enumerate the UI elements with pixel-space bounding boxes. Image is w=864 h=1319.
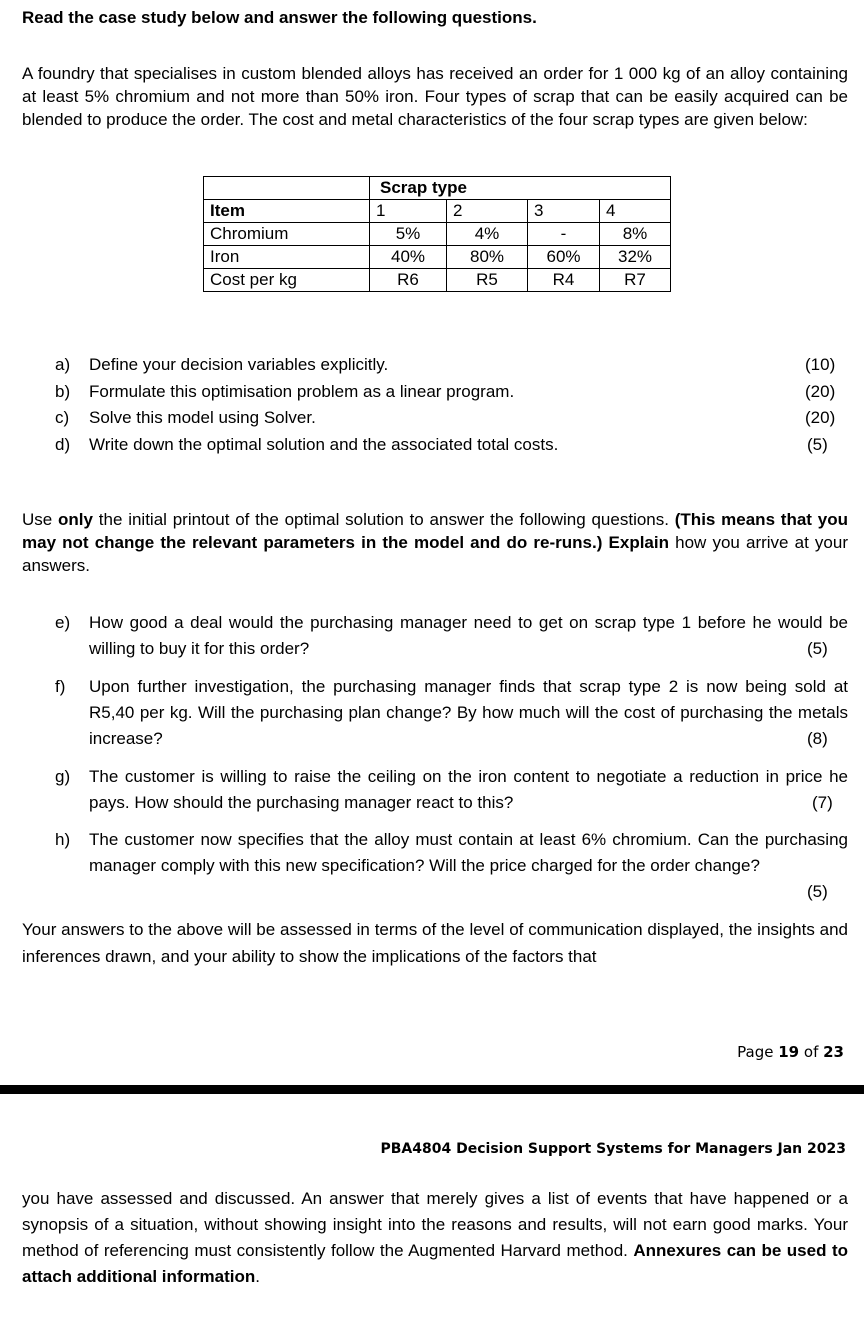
- scrap-type-header: Scrap type: [370, 177, 671, 200]
- question-marks: (5): [807, 882, 828, 901]
- instr-text: how you arrive at your answers.: [22, 533, 848, 575]
- table-row: [204, 200, 671, 223]
- table-cell: 4%: [447, 223, 528, 246]
- question-h: [55, 827, 848, 905]
- table-cell: 40%: [370, 246, 447, 269]
- question-label: g): [55, 767, 71, 786]
- type-header: 3: [528, 200, 600, 223]
- continuation-bold: Annexures can be used to attach additional information: [22, 1241, 848, 1286]
- table-cell: 8%: [600, 223, 671, 246]
- table-blank-cell: [204, 177, 370, 200]
- table-cell: R4: [528, 269, 600, 292]
- table-cell: 5%: [370, 223, 447, 246]
- question-marks: (20): [805, 408, 836, 427]
- heading: Read the case study below and answer the following questions.: [22, 8, 537, 27]
- question-text: The customer now specifies that the alloy must contain at least 6% chromium. Can the purchasing manager comply with this new specification? Will the price charged for the order change?: [89, 830, 848, 875]
- item-header: Item: [204, 200, 370, 223]
- table-cell: 80%: [447, 246, 528, 269]
- row-label: Cost per kg: [204, 269, 370, 292]
- row-label: Chromium: [204, 223, 370, 246]
- table-cell: 32%: [600, 246, 671, 269]
- page-of: of: [799, 1043, 824, 1061]
- page-prefix: Page: [737, 1043, 779, 1061]
- page-current: 19: [778, 1043, 800, 1061]
- instr-bold: Explain: [608, 533, 669, 552]
- question-text: Define your decision variables explicitly.: [89, 355, 389, 374]
- instr-text: Use: [22, 510, 59, 529]
- table-cell: R5: [447, 269, 528, 292]
- question-text: Solve this model using Solver.: [89, 408, 316, 427]
- continuation-body: you have assessed and discussed. An answer that merely gives a list of events that have happened or a synopsis of a situation, without showing insight into the reasons and results, will not earn good marks. Your method of referencing must consistently follow the Augmented Harvard method.: [22, 1189, 848, 1260]
- type-header: 1: [370, 200, 447, 223]
- table-cell: R7: [600, 269, 671, 292]
- table-header-row: [204, 177, 671, 200]
- question-label: e): [55, 613, 71, 632]
- page-break-divider: [0, 1085, 864, 1094]
- question-text: Upon further investigation, the purchasing manager finds that scrap type 2 is now being sold at R5,40 per kg. Will the purchasing plan change? By how much will the cost of purchasing the metals increase?: [89, 677, 848, 748]
- continuation-end: .: [255, 1267, 261, 1286]
- question-g: [55, 764, 848, 816]
- question-label: a): [55, 355, 71, 374]
- question-e: [55, 610, 848, 662]
- continuation-text: [22, 1186, 848, 1290]
- question-marks: (5): [807, 639, 828, 658]
- instr-bold: (This means that you may not change the relevant parameters in the model and do re-runs.): [22, 510, 848, 552]
- instr-bold: only: [58, 510, 93, 529]
- instr-text: the initial printout of the optimal solution to answer the following questions.: [92, 510, 675, 529]
- question-marks: (7): [812, 793, 833, 812]
- question-label: c): [55, 408, 70, 427]
- question-marks: (20): [805, 382, 836, 401]
- table-cell: R6: [370, 269, 447, 292]
- question-text: The customer is willing to raise the ceiling on the iron content to negotiate a reduction in price he pays. How should the purchasing manager react to this?: [89, 767, 848, 812]
- table-row: [204, 269, 671, 292]
- page-total: 23: [823, 1043, 844, 1061]
- module-header: PBA4804 Decision Support Systems for Managers Jan 2023: [380, 1141, 846, 1157]
- type-header: 4: [600, 200, 671, 223]
- table-row: [204, 246, 671, 269]
- row-label: Iron: [204, 246, 370, 269]
- question-label: f): [55, 677, 66, 696]
- question-label: h): [55, 830, 71, 849]
- case-study-intro: A foundry that specialises in custom blended alloys has received an order for 1 000 kg of an alloy containing at least 5% chromium and not more than 50% iron. Four types of scrap that can be easily acquired can be blended to produce the order. The cost and metal characteristics of the four scrap types are given below:: [22, 64, 848, 129]
- instructions: [22, 508, 848, 577]
- question-label: d): [55, 435, 71, 454]
- assessment-note: Your answers to the above will be assessed in terms of the level of communication displayed, the insights and inferences drawn, and your ability to show the implications of the factors that: [22, 920, 848, 966]
- question-text: How good a deal would the purchasing manager need to get on scrap type 1 before he would be willing to buy it for this order?: [89, 613, 848, 658]
- question-label: b): [55, 382, 71, 401]
- question-text: Formulate this optimisation problem as a linear program.: [89, 382, 515, 401]
- question-marks: (10): [805, 355, 836, 374]
- question-f: [55, 674, 848, 752]
- table-cell: 60%: [528, 246, 600, 269]
- type-header: 2: [447, 200, 528, 223]
- table-cell: -: [528, 223, 600, 246]
- table-row: [204, 223, 671, 246]
- question-marks: (5): [807, 435, 828, 454]
- question-text: Write down the optimal solution and the associated total costs.: [89, 435, 559, 454]
- scrap-table: [203, 176, 671, 292]
- question-marks: (8): [807, 729, 828, 748]
- page-number: [737, 1043, 844, 1061]
